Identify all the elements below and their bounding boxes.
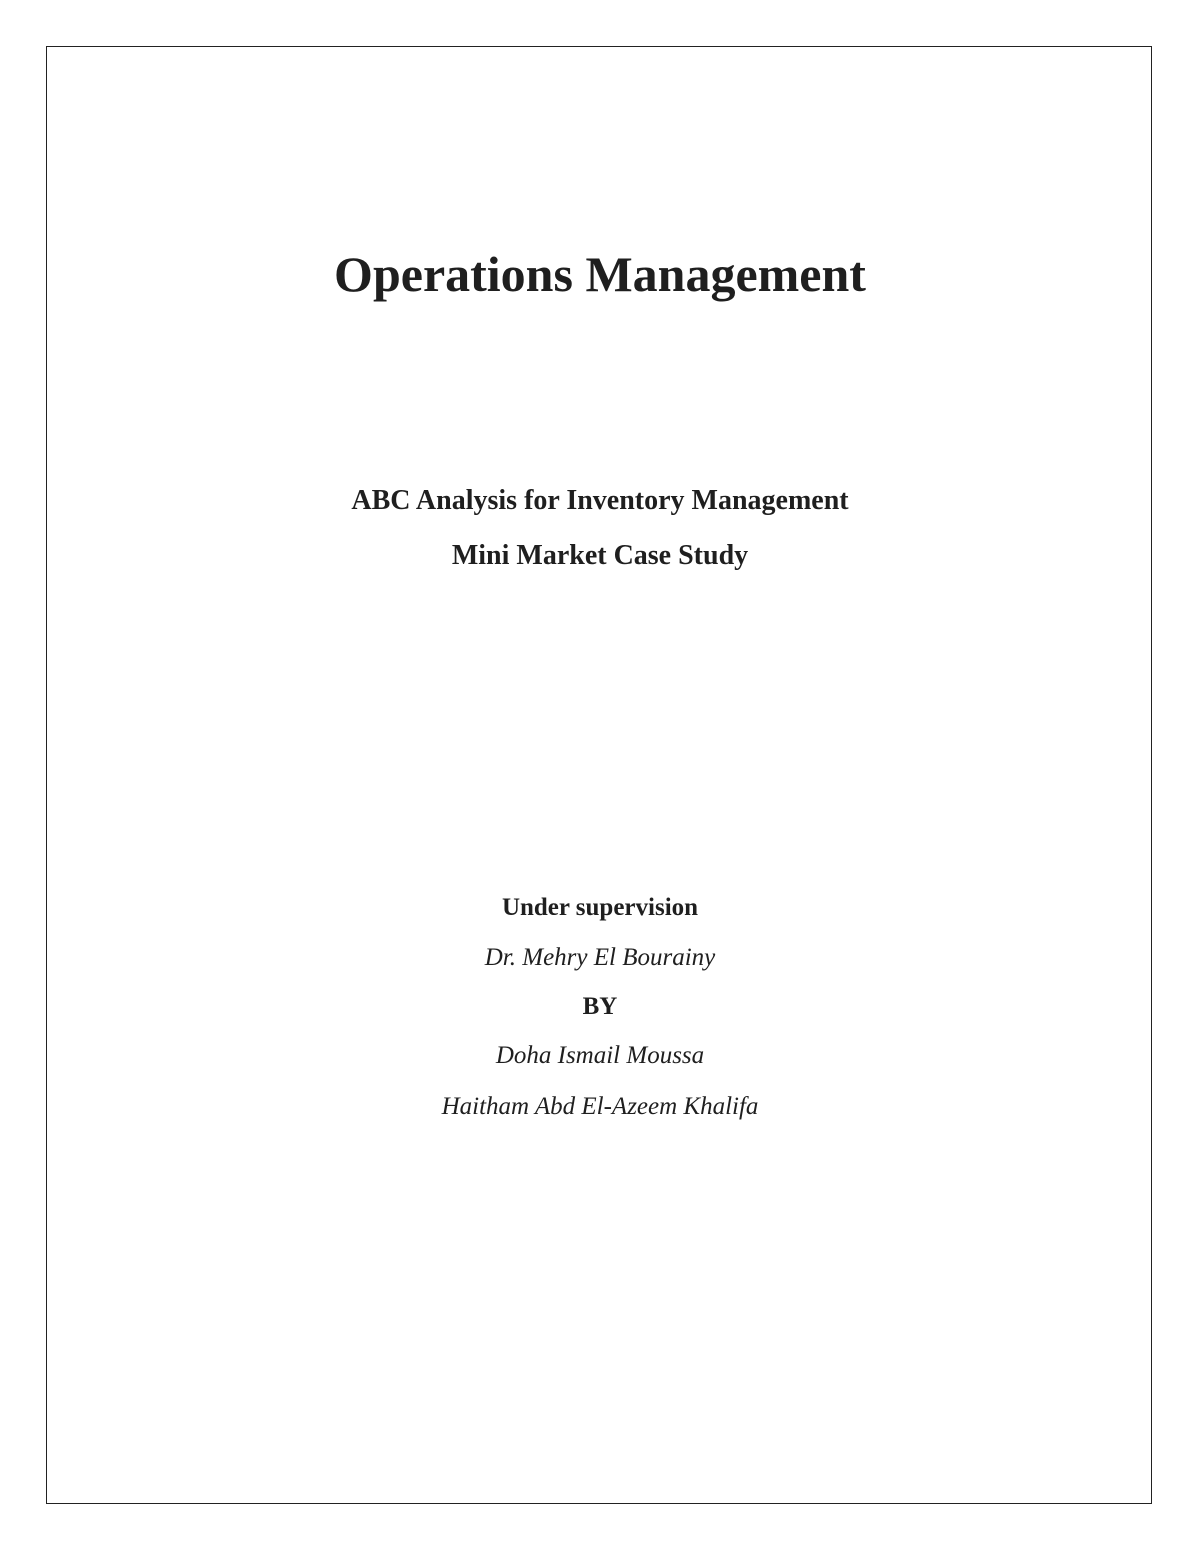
- author-name-2: Haitham Abd El-Azeem Khalifa: [441, 1093, 759, 1120]
- author-name-1: Doha Ismail Moussa: [495, 1042, 705, 1069]
- subtitle-line-1: ABC Analysis for Inventory Management: [351, 485, 849, 516]
- supervisor-name: Dr. Mehry El Bourainy: [484, 944, 716, 971]
- supervision-label: Under supervision: [501, 894, 699, 921]
- by-label: BY: [582, 993, 618, 1020]
- document-title: Operations Management: [334, 246, 866, 302]
- subtitle-line-2: Mini Market Case Study: [451, 540, 749, 571]
